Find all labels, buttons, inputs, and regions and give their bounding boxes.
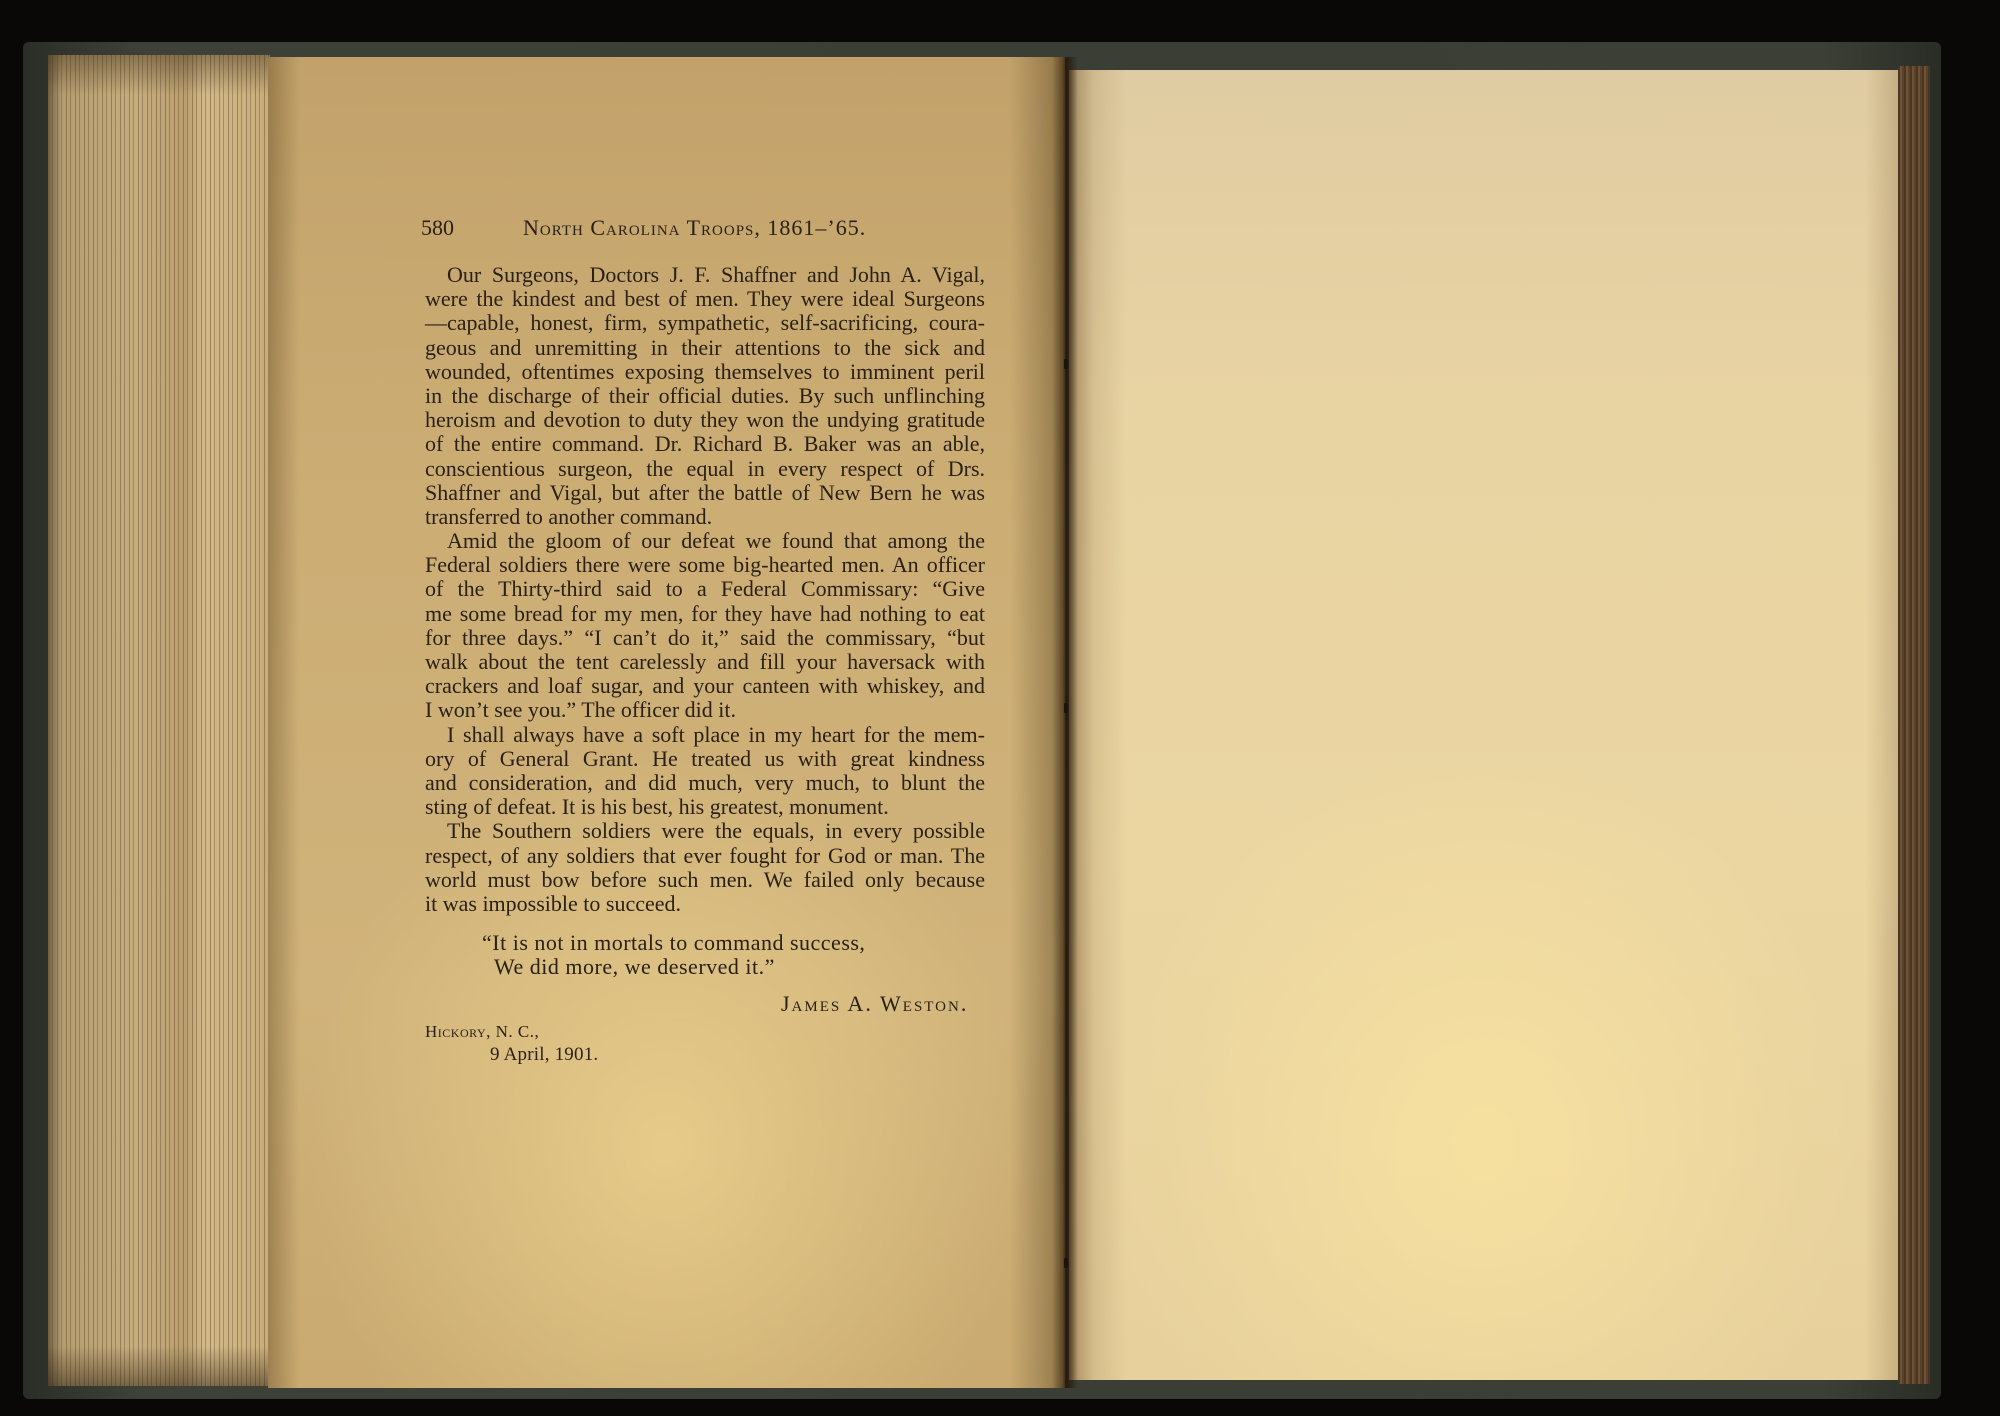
body-text-line: I won’t see you.” The officer did it. bbox=[425, 697, 736, 723]
body-text-line: geous and unremitting in their attentions to the sick and bbox=[425, 334, 985, 360]
quote-line: We did more, we deserved it.” bbox=[494, 954, 775, 979]
paragraph bbox=[425, 819, 985, 916]
body-text-line: for three days.” “I can’t do it,” said the commissary, “but bbox=[425, 624, 985, 650]
body-text-line: of the entire command. Dr. Richard B. Baker was an able, bbox=[425, 431, 985, 457]
body-text-line: Our Surgeons, Doctors J. F. Shaffner and John A. Vigal, bbox=[447, 262, 985, 287]
running-head: North Carolina Troops, 1861–’65. bbox=[523, 215, 867, 240]
body-text-line: ory of General Grant. He treated us with great kindness bbox=[425, 745, 985, 771]
body-text-line: world must bow before such men. We failed only because bbox=[425, 866, 985, 892]
page-edges-left bbox=[48, 55, 270, 1386]
quote-line: “It is not in mortals to command success, bbox=[482, 930, 866, 955]
body-text-line: I shall always have a soft place in my heart for the mem- bbox=[447, 721, 985, 747]
body-text-line: in the discharge of their official duties. By such unflinching bbox=[425, 382, 985, 408]
body-text bbox=[425, 263, 985, 916]
gutter-shadow bbox=[1052, 57, 1078, 1388]
paragraph bbox=[425, 263, 985, 529]
body-text-line: sting of defeat. It is his best, his greatest, monument. bbox=[425, 794, 889, 820]
body-text-line: conscientious surgeon, the equal in every respect of Drs. bbox=[425, 455, 985, 481]
page-edges-right bbox=[1898, 66, 1930, 1384]
body-text-line: The Southern soldiers were the equals, in every possible bbox=[447, 818, 985, 844]
binding-thread-mark bbox=[1064, 703, 1068, 713]
body-text-line: Shaffner and Vigal, but after the battle of New Bern he was bbox=[425, 479, 985, 505]
dateline-date: 9 April, 1901. bbox=[490, 1044, 599, 1065]
body-text-line: and consideration, and did much, very much, to blunt the bbox=[425, 769, 985, 795]
body-text-line: —capable, honest, firm, sympathetic, self-sacrificing, coura- bbox=[425, 310, 985, 336]
body-text-line: of the Thirty-third said to a Federal Commissary: “Give bbox=[425, 576, 985, 602]
page-number: 580 bbox=[421, 215, 454, 240]
binding-thread-mark bbox=[1064, 359, 1068, 369]
paragraph bbox=[425, 529, 985, 723]
body-text-line: Federal soldiers there were some big-hearted men. An officer bbox=[425, 552, 985, 578]
body-text-line: wounded, oftentimes exposing themselves to imminent peril bbox=[425, 358, 985, 384]
body-text-line: it was impossible to succeed. bbox=[425, 890, 682, 916]
body-text-line: crackers and loaf sugar, and your canteen with whiskey, and bbox=[425, 673, 985, 699]
dateline-place: Hickory, N. C., bbox=[425, 1022, 540, 1041]
body-text-line: walk about the tent carelessly and fill your haversack with bbox=[425, 649, 985, 674]
left-page bbox=[268, 57, 1065, 1388]
body-text-line: heroism and devotion to duty they won the undying gratitude bbox=[425, 407, 985, 433]
body-text-line: were the kindest and best of men. They were ideal Surgeons bbox=[425, 286, 985, 312]
body-text-line: respect, of any soldiers that ever fought for God or man. The bbox=[425, 842, 985, 868]
body-text-line: Amid the gloom of our defeat we found that among the bbox=[447, 528, 985, 554]
body-text-line: transferred to another command. bbox=[425, 503, 713, 529]
right-page-blank bbox=[1069, 70, 1898, 1380]
signature: James A. Weston. bbox=[781, 991, 969, 1016]
paragraph bbox=[425, 723, 985, 820]
body-text-line: me some bread for my men, for they have had nothing to eat bbox=[425, 600, 985, 626]
binding-thread-mark bbox=[1064, 1258, 1068, 1268]
